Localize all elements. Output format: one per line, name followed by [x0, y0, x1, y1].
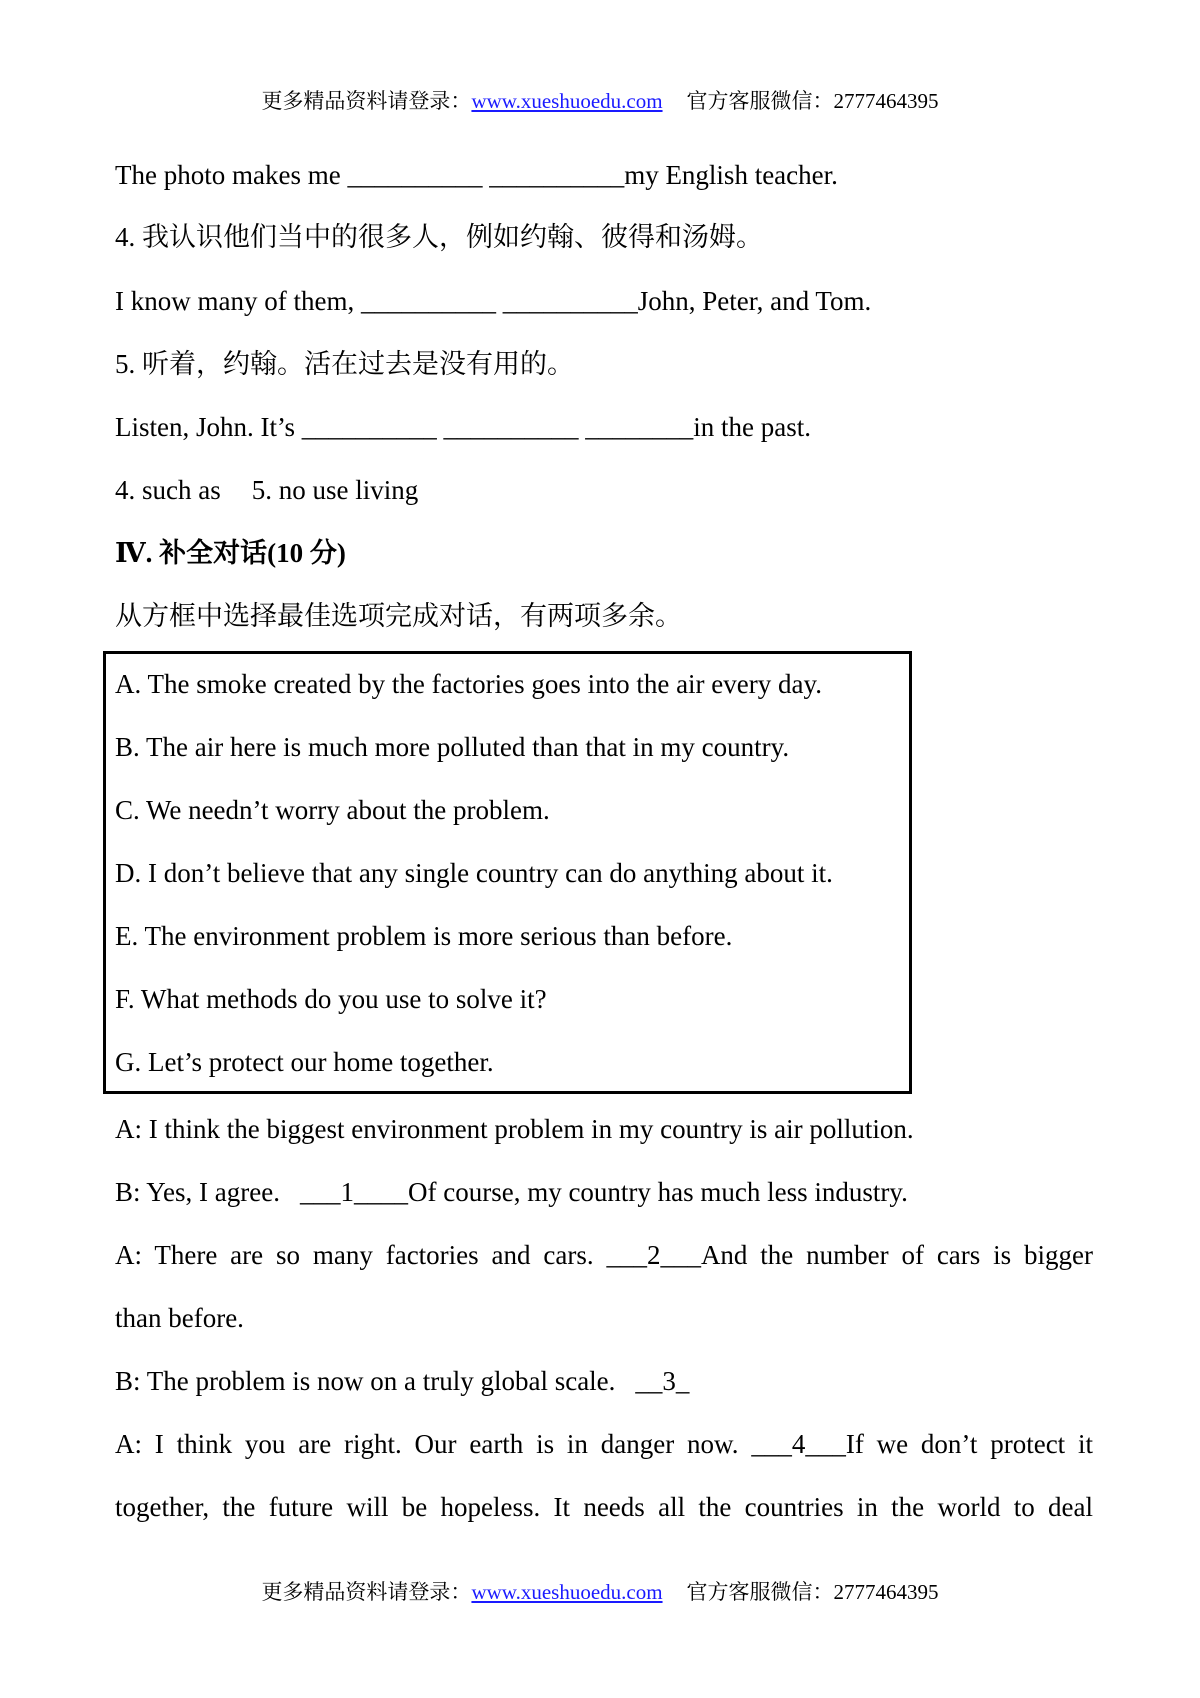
- q4-english-sentence: I know many of them, __________ __________John, Peter, and Tom.: [115, 286, 872, 316]
- footer-url-link[interactable]: www.xueshuoedu.com: [471, 1580, 663, 1604]
- blank-3: __3_: [635, 1366, 690, 1396]
- q5-english-sentence: Listen, John. It’s __________ __________ ________in the past.: [115, 412, 811, 442]
- answer-4: 4. such as: [115, 475, 221, 505]
- dialogue-line-1: A: I think the biggest environment problem in my country is air pollution.: [115, 1114, 914, 1144]
- footer-prefix: 更多精品资料请登录：: [261, 1580, 472, 1604]
- dialogue-line-3: [115, 1238, 1093, 1272]
- q3-english-sentence: The photo makes me __________ __________my English teacher.: [115, 160, 838, 190]
- page-header: [0, 88, 1200, 114]
- option-d: D. I don’t believe that any single country can do anything about it.: [115, 858, 833, 888]
- blank-1: ___1____: [299, 1177, 408, 1207]
- option-g: G. Let’s protect our home together.: [115, 1047, 494, 1077]
- section-4-instruction: 从方框中选择最佳选项完成对话，有两项多余。: [115, 601, 682, 631]
- answer-5: 5. no use living: [251, 475, 419, 505]
- option-f: F. What methods do you use to solve it?: [115, 984, 547, 1014]
- dialogue-line-5-rest: If we don’t protect it: [845, 1429, 1093, 1459]
- dialogue-line-5-text: A: I think you are right. Our earth is in danger now.: [115, 1429, 739, 1459]
- option-e: E. The environment problem is more serious than before.: [115, 921, 733, 951]
- dialogue-line-5: [115, 1427, 1093, 1461]
- option-a: A. The smoke created by the factories goes into the air every day.: [115, 669, 822, 699]
- answer-key: [115, 473, 418, 507]
- dialogue-line-4: [115, 1364, 689, 1398]
- dialogue-line-3-text: A: There are so many factories and cars.: [115, 1240, 594, 1270]
- header-prefix: 更多精品资料请登录：: [261, 89, 472, 113]
- dialogue-line-2-text: B: Yes, I agree.: [115, 1177, 280, 1207]
- dialogue-line-3-rest: And the number of cars is bigger: [700, 1240, 1093, 1270]
- dialogue-line-2: [115, 1175, 908, 1209]
- option-b: B. The air here is much more polluted than that in my country.: [115, 732, 790, 762]
- page-footer: [0, 1579, 1200, 1605]
- blank-4: ___4___: [751, 1429, 846, 1459]
- option-c: C. We needn’t worry about the problem.: [115, 795, 550, 825]
- q5-chinese-sentence: 5. 听着，约翰。活在过去是没有用的。: [115, 349, 574, 379]
- section-4-title: Ⅳ. 补全对话(10 分): [115, 538, 346, 568]
- q4-chinese-sentence: 4. 我认识他们当中的很多人，例如约翰、彼得和汤姆。: [115, 222, 763, 252]
- footer-service-text: 官方客服微信：2777464395: [686, 1580, 939, 1604]
- header-url-link[interactable]: www.xueshuoedu.com: [471, 89, 663, 113]
- dialogue-line-6: together, the future will be hopeless. It needs all the countries in the world to deal: [115, 1492, 1093, 1522]
- dialogue-line-3-cont: than before.: [115, 1303, 244, 1333]
- blank-2: ___2___: [606, 1240, 701, 1270]
- dialogue-line-2-rest: Of course, my country has much less industry.: [407, 1177, 908, 1207]
- dialogue-line-4-text: B: The problem is now on a truly global scale.: [115, 1366, 616, 1396]
- header-service-text: 官方客服微信：2777464395: [686, 89, 939, 113]
